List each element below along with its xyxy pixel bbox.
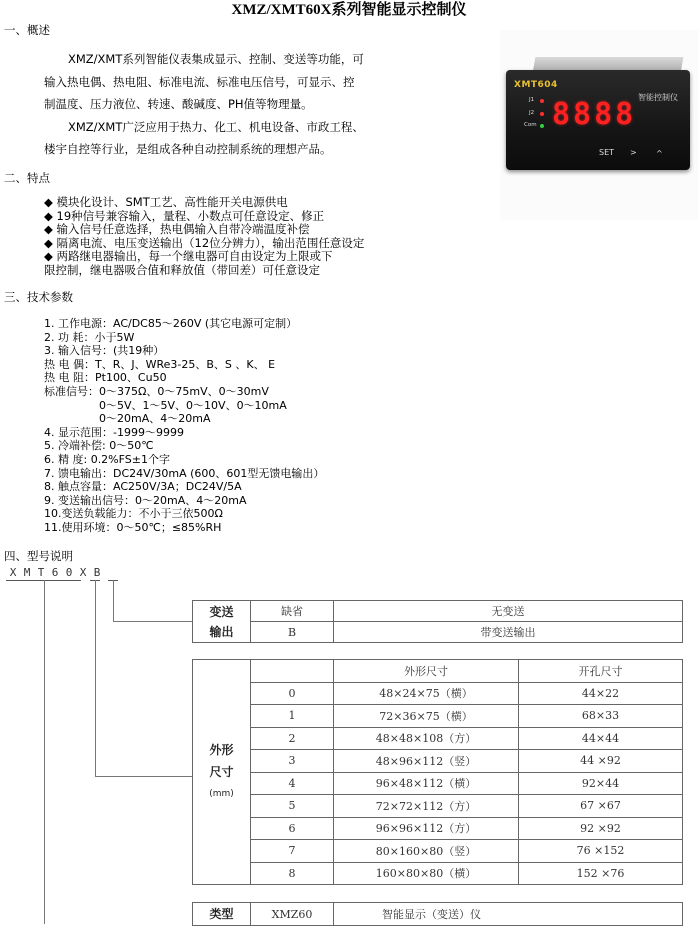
size-label-unit: (mm) xyxy=(209,789,234,799)
indicator-label-com: Com xyxy=(524,122,537,128)
table-row xyxy=(193,601,683,622)
specs-list xyxy=(44,317,324,535)
seven-segment-display: 8888 xyxy=(552,97,637,132)
spec-item: 5. 冷端补偿: 0～50℃ xyxy=(44,439,154,453)
device-set-button: SET xyxy=(599,148,615,157)
feature-item: ◆ 19种信号兼容输入，量程、小数点可任意设定、修正 xyxy=(44,208,325,223)
table-cell: 80×160×80（竖） xyxy=(334,840,519,863)
spec-item: 4. 显示范围：-1999～9999 xyxy=(44,425,184,439)
table-row xyxy=(193,772,683,795)
indicator-label-j1: J1 xyxy=(529,97,535,103)
table-cell: 无变送 xyxy=(334,601,683,622)
connector-size-h xyxy=(95,776,193,777)
table-cell: B xyxy=(251,622,334,643)
spec-item: 9. 变送输出信号：0～20mA、4～20mA xyxy=(44,493,247,507)
table-cell: 44×44 xyxy=(519,727,683,750)
table-row xyxy=(193,750,683,773)
overview-line: 输入热电偶、热电阻、标准电流、标准电压信号，可显示、控 xyxy=(44,74,355,89)
feature-item: ◆ 输入信号任意选择，热电偶输入自带冷端温度补偿 xyxy=(44,222,310,236)
features-heading: 二、特点 xyxy=(4,171,50,185)
outline-size-table xyxy=(192,659,683,885)
spec-item: 8. 触点容量：AC250V/3A；DC24V/5A xyxy=(44,480,242,494)
connector-type-v xyxy=(44,580,45,924)
table-cell: 44×22 xyxy=(519,682,683,705)
table-cell: 6 xyxy=(251,817,334,840)
table-cell: 8 xyxy=(251,862,334,885)
spec-item: 3. 输入信号：(共19种） xyxy=(44,344,165,358)
table-cell: 1 xyxy=(251,705,334,728)
table-cell: 92×44 xyxy=(519,772,683,795)
table-cell: 7 xyxy=(251,840,334,863)
table-cell: 48×24×75（横） xyxy=(334,682,519,705)
table-cell: 带变送输出 xyxy=(334,622,683,643)
indicator-led-j1 xyxy=(540,99,544,103)
table-cell: 2 xyxy=(251,727,334,750)
table-row xyxy=(193,682,683,705)
model-code-char: T xyxy=(37,566,45,579)
table-header-cell: 开孔尺寸 xyxy=(519,660,683,683)
table-cell: 96×96×112（方） xyxy=(334,817,519,840)
table-cell: 160×80×80（横） xyxy=(334,862,519,885)
specs-heading: 三、技术参数 xyxy=(4,290,73,304)
table-cell: 5 xyxy=(251,795,334,818)
spec-item: 标准信号：0～375Ω、0～75mV、0～30mV xyxy=(44,384,269,398)
spec-item: 2. 功 耗：小于5W xyxy=(44,330,135,344)
feature-item: ◆ 模块化设计、SMT工艺、高性能开关电源供电 xyxy=(44,195,288,209)
overview-heading: 一、概述 xyxy=(4,23,50,37)
table-cell: 3 xyxy=(251,750,334,773)
device-model-label: XMT604 xyxy=(514,80,558,90)
spec-item: 0～5V、1～5V、0～10V、0～10mA xyxy=(44,398,287,412)
overview-text xyxy=(44,48,389,161)
spec-item: 7. 馈电输出：DC24V/30mA (600、601型无馈电输出） xyxy=(44,466,325,480)
size-label-line1: 外形 xyxy=(209,743,234,757)
table-cell: 68×33 xyxy=(519,705,683,728)
features-list xyxy=(44,196,364,277)
spec-item: 热 电 偶：T、R、J、WRe3-25、B、S 、K、 E xyxy=(44,357,276,371)
table-cell: 92 ×92 xyxy=(519,817,683,840)
spec-item: 6. 精 度: 0.2%FS±1个字 xyxy=(44,452,170,466)
table-row xyxy=(193,705,683,728)
overview-line: XMZ/XMT系列智能仪表集成显示、控制、变送等功能，可 xyxy=(68,52,364,66)
table-cell: 48×96×112（竖） xyxy=(334,750,519,773)
connector-size-v xyxy=(95,580,96,777)
feature-item: 限控制，继电器吸合值和释放值（带回差）可任意设定 xyxy=(44,262,320,277)
table-cell: 48×48×108（方） xyxy=(334,727,519,750)
model-code-char: 6 xyxy=(51,566,59,579)
indicator-label-j2: J2 xyxy=(529,110,535,116)
size-label-line2: 尺寸 xyxy=(209,765,234,779)
table-cell: 152 ×76 xyxy=(519,862,683,885)
table-cell: 缺省 xyxy=(251,601,334,622)
overview-line: 制温度、压力液位、转速、酸碱度、PH值等物理量。 xyxy=(44,97,313,111)
overview-line: 楼宇自控等行业，是组成各种自动控制系统的理想产品。 xyxy=(44,142,332,156)
device-up-button: ^ xyxy=(656,149,663,158)
table-cell: 67 ×67 xyxy=(519,795,683,818)
table-cell: 96×48×112（横） xyxy=(334,772,519,795)
type-table xyxy=(192,902,683,926)
model-code-char: X xyxy=(9,566,17,579)
table-row xyxy=(193,622,683,643)
table-cell: 72×72×112（方） xyxy=(334,795,519,818)
transmit-output-table xyxy=(192,600,683,643)
table-cell: 0 xyxy=(251,682,334,705)
feature-item: ◆ 隔离电流、电压变送输出（12位分辨力），输出范围任意设定 xyxy=(44,235,365,250)
table-row xyxy=(193,817,683,840)
table-row xyxy=(193,795,683,818)
connector-transmit-h xyxy=(113,621,193,622)
table-row xyxy=(193,727,683,750)
transmit-label-line2: 输出 xyxy=(209,624,234,639)
table-cell: 76 ×152 xyxy=(519,840,683,863)
model-code-char: X xyxy=(79,566,87,579)
spec-item: 热 电 阻：Pt100、Cu50 xyxy=(44,371,167,385)
table-row xyxy=(193,660,683,683)
model-code xyxy=(6,566,104,579)
spec-item: 10.变送负载能力：不小于三依500Ω xyxy=(44,507,223,521)
transmit-side-label xyxy=(193,601,251,643)
spec-item: 0～20mA、4～20mA xyxy=(44,412,211,426)
spec-item: 1. 工作电源：AC/DC85～260V (其它电源可定制） xyxy=(44,317,298,330)
feature-item: ◆ 两路继电器输出，每一个继电器可自由设定为上限或下 xyxy=(44,249,333,263)
model-heading: 四、型号说明 xyxy=(4,549,73,563)
table-header-cell xyxy=(251,660,334,683)
device-caption: 智能控制仪 xyxy=(638,93,678,102)
table-row xyxy=(193,840,683,863)
model-code-char: B xyxy=(93,566,101,579)
size-side-label xyxy=(193,660,251,885)
spec-item: 11.使用环境：0～50℃；≤85%RH xyxy=(44,520,222,534)
transmit-label-line1: 变送 xyxy=(209,604,234,619)
indicator-led-com xyxy=(540,124,544,128)
indicator-led-j2 xyxy=(540,112,544,116)
table-cell: 44 ×92 xyxy=(519,750,683,773)
model-code-char: M xyxy=(23,566,31,579)
table-row xyxy=(193,862,683,885)
model-code-char: 0 xyxy=(65,566,73,579)
table-row xyxy=(193,903,683,926)
table-cell: 72×36×75（横） xyxy=(334,705,519,728)
table-cell: XMZ60 xyxy=(251,903,334,926)
connector-transmit-v xyxy=(113,580,114,622)
overview-line: XMZ/XMT广泛应用于热力、化工、机电设备、市政工程、 xyxy=(68,119,364,134)
table-cell: 智能显示（变送）仪 xyxy=(334,903,683,926)
page-title: XMZ/XMT60X系列智能显示控制仪 xyxy=(231,2,467,18)
device-shift-button: > xyxy=(630,148,637,157)
table-header-cell: 外形尺寸 xyxy=(334,660,519,683)
type-side-label: 类型 xyxy=(193,903,251,926)
table-cell: 4 xyxy=(251,772,334,795)
